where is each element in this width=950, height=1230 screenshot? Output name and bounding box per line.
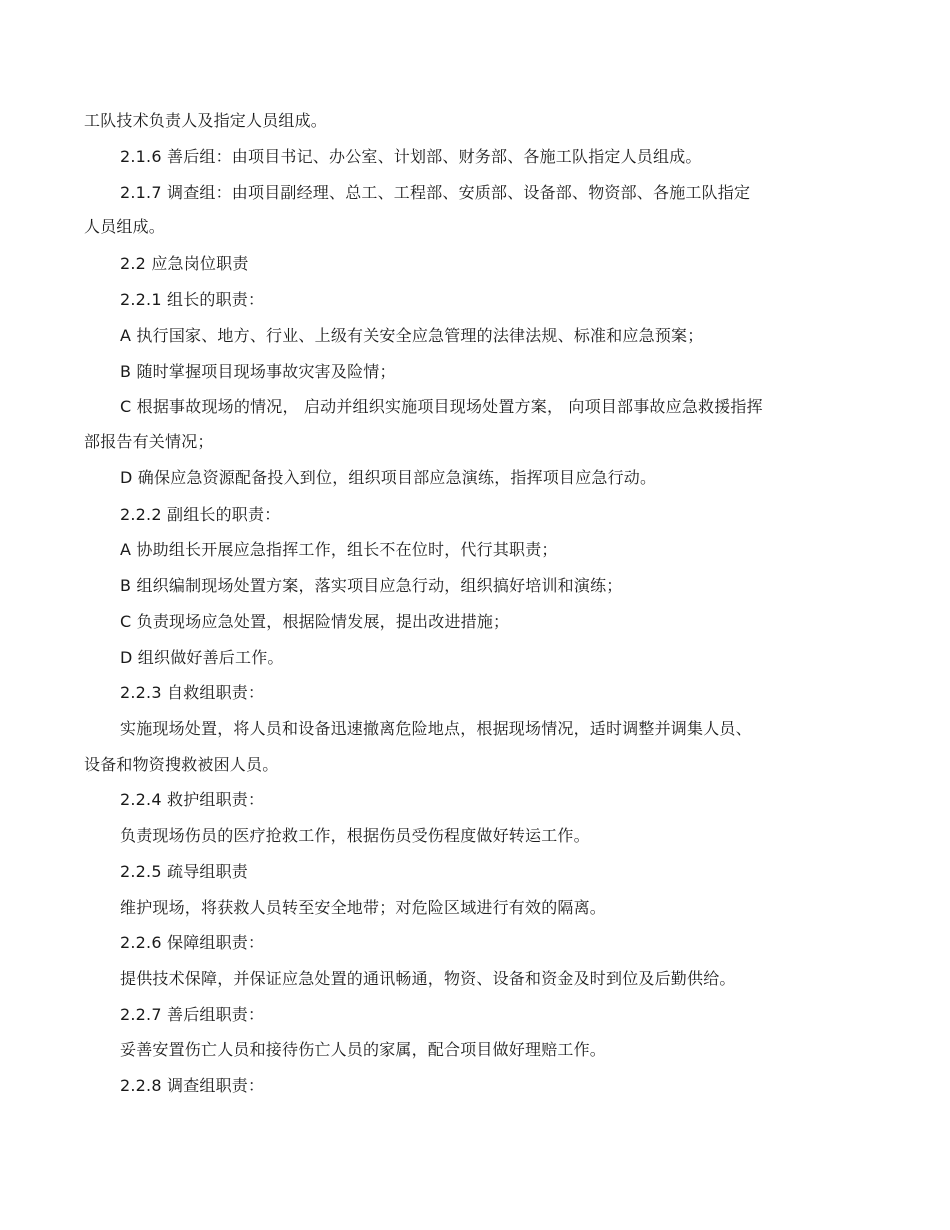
paragraph: 维护现场，将获救人员转至安全地带；对危险区域进行有效的隔离。 [120,898,607,917]
heading-2-2-2: 2.2.2 副组长的职责： [120,505,281,524]
heading-2-2-8: 2.2.8 调查组职责： [120,1076,265,1095]
section-2-1-6: 2.1.6 善后组：由项目书记、办公室、计划部、财务部、各施工队指定人员组成。 [120,147,702,166]
heading-2-2-3: 2.2.3 自救组职责： [120,683,265,702]
text-line: 部报告有关情况； [84,432,214,451]
heading-2-2: 2.2 应急岗位职责 [120,254,249,273]
list-item-d: D 确保应急资源配备投入到位，组织项目部应急演练，指挥项目应急行动。 [120,468,657,487]
text-line: 工队技术负责人及指定人员组成。 [84,111,328,130]
heading-2-2-7: 2.2.7 善后组职责： [120,1005,265,1024]
heading-2-2-6: 2.2.6 保障组职责： [120,933,265,952]
section-2-1-7: 2.1.7 调查组：由项目副经理、总工、工程部、安质部、设备部、物资部、各施工队指定 [120,183,751,202]
list-item-a: A 协助组长开展应急指挥工作，组长不在位时，代行其职责； [120,540,558,559]
paragraph: 提供技术保障，并保证应急处置的通讯畅通，物资、设备和资金及时到位及后勤供给。 [120,969,736,988]
list-item-c: C 负责现场应急处置，根据险情发展，提出改进措施； [120,612,510,631]
paragraph: 实施现场处置，将人员和设备迅速撤离危险地点，根据现场情况，适时调整并调集人员、 [120,719,752,738]
list-item-a: A 执行国家、地方、行业、上级有关安全应急管理的法律法规、标准和应急预案； [120,326,704,345]
heading-2-2-5: 2.2.5 疏导组职责 [120,862,248,881]
text-line: 人员组成。 [84,217,166,236]
list-item-b: B 随时掌握项目现场事故灾害及险情； [120,362,396,381]
heading-2-2-1: 2.2.1 组长的职责： [120,290,265,309]
paragraph: 妥善安置伤亡人员和接待伤亡人员的家属，配合项目做好理赔工作。 [120,1040,607,1059]
heading-2-2-4: 2.2.4 救护组职责： [120,790,265,809]
list-item-b: B 组织编制现场处置方案，落实项目应急行动，组织搞好培训和演练； [120,576,623,595]
text-line: 设备和物资搜救被困人员。 [84,755,279,774]
list-item-c: C 根据事故现场的情况， 启动并组织实施项目现场处置方案， 向项目部事故应急救援指挥 [120,397,763,416]
paragraph: 负责现场伤员的医疗抢救工作，根据伤员受伤程度做好转运工作。 [120,826,590,845]
list-item-d: D 组织做好善后工作。 [120,648,284,667]
